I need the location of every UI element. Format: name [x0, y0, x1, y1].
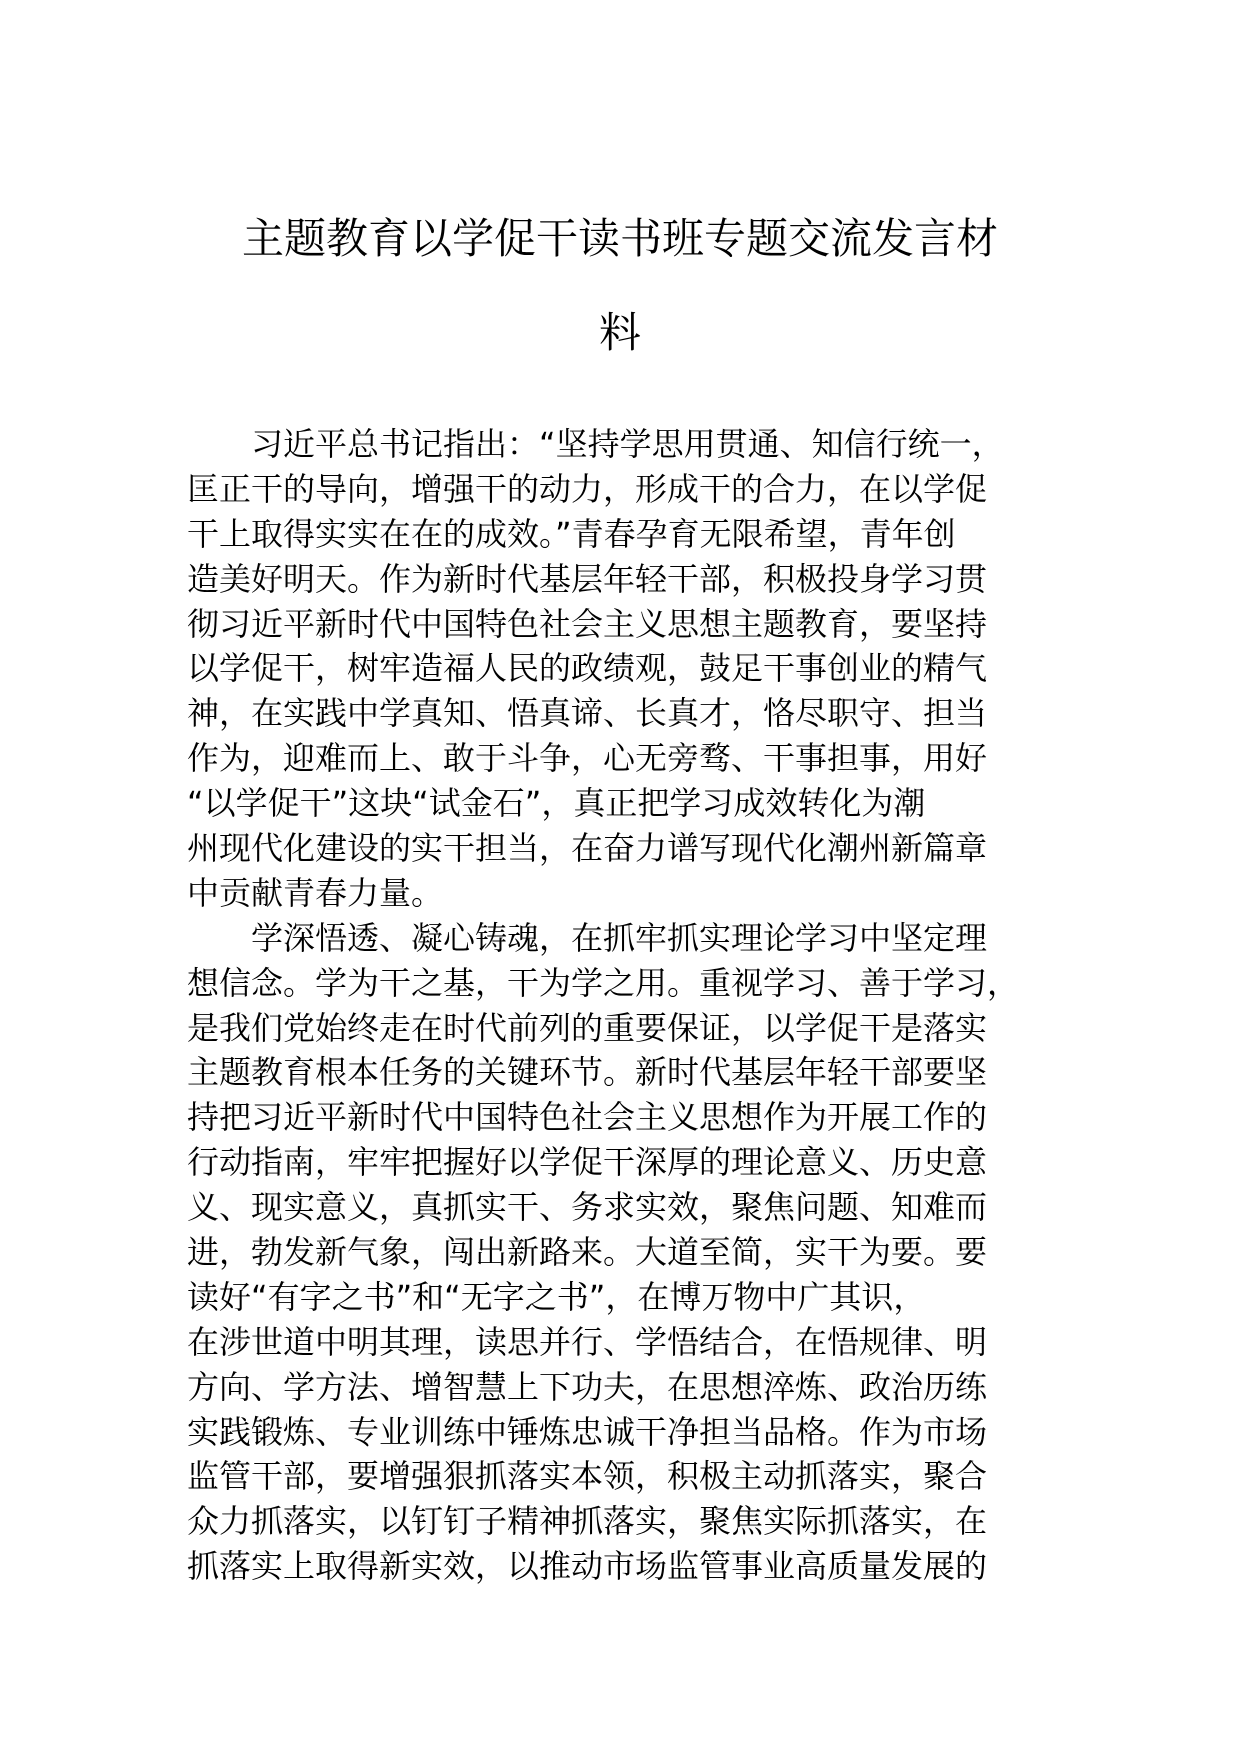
- body-line: 匡正干的导向，增强干的动力，形成干的合力，在以学促: [187, 469, 988, 508]
- title-line-2: 料: [598, 308, 641, 357]
- body-line: 习近平总书记指出：“坚持学思用贯通、知信行统一，: [187, 425, 1004, 463]
- body-line: 以学促干，树牢造福人民的政绩观，鼓足干事创业的精气: [187, 649, 988, 688]
- body-line: 在涉世道中明其理，读思并行、学悟结合，在悟规律、明: [187, 1322, 988, 1361]
- body-line: 方向、学方法、增智慧上下功夫，在思想淬炼、政治历练: [187, 1367, 988, 1406]
- body-line: “以学促干”这块“试金石”，真正把学习成效转化为潮: [187, 784, 926, 823]
- body-line: 读好“有字之书”和“无字之书”，在博万物中广其识，: [187, 1277, 926, 1316]
- body-line: 干上取得实实在在的成效。”青春孕育无限希望，青年创: [187, 514, 956, 553]
- body-line: 主题教育根本任务的关键环节。新时代基层年轻干部要坚: [187, 1053, 988, 1092]
- body-line: 众力抓落实，以钉钉子精神抓落实，聚焦实际抓落实，在: [187, 1502, 988, 1541]
- body-line: 作为，迎难而上、敢于斗争，心无旁骛、干事担事，用好: [187, 739, 988, 778]
- body-line: 中贡献青春力量。: [187, 873, 444, 912]
- body-line: 彻习近平新时代中国特色社会主义思想主题教育，要坚持: [187, 604, 988, 643]
- body-line: 神，在实践中学真知、悟真谛、长真才，恪尽职守、担当: [187, 694, 988, 733]
- body-line: 想信念。学为干之基，干为学之用。重视学习、善于学习，: [187, 963, 1020, 1002]
- body-line: 州现代化建设的实干担当，在奋力谱写现代化潮州新篇章: [187, 829, 988, 868]
- body-line: 是我们党始终走在时代前列的重要保证，以学促干是落实: [187, 1008, 988, 1047]
- document-title: [190, 192, 1050, 380]
- title-line-1: 主题教育以学促干读书班专题交流发言材: [241, 214, 998, 263]
- body-line: 义、现实意义，真抓实干、务求实效，聚焦问题、知难而: [187, 1188, 988, 1227]
- body-line: 行动指南，牢牢把握好以学促干深厚的理论意义、历史意: [187, 1143, 988, 1182]
- body-line: 监管干部，要增强狠抓落实本领，积极主动抓落实，聚合: [187, 1457, 988, 1496]
- body-line: 抓落实上取得新实效，以推动市场监管事业高质量发展的: [187, 1547, 988, 1586]
- body-line: 实践锻炼、专业训练中锤炼忠诚干净担当品格。作为市场: [187, 1412, 988, 1451]
- document-body: [187, 422, 1067, 1589]
- body-line: 持把习近平新时代中国特色社会主义思想作为开展工作的: [187, 1098, 988, 1137]
- body-line: 造美好明天。作为新时代基层年轻干部，积极投身学习贯: [187, 559, 988, 598]
- body-line: 学深悟透、凝心铸魂，在抓牢抓实理论学习中坚定理: [187, 918, 988, 957]
- body-line: 进，勃发新气象，闯出新路来。大道至简，实干为要。要: [187, 1233, 988, 1272]
